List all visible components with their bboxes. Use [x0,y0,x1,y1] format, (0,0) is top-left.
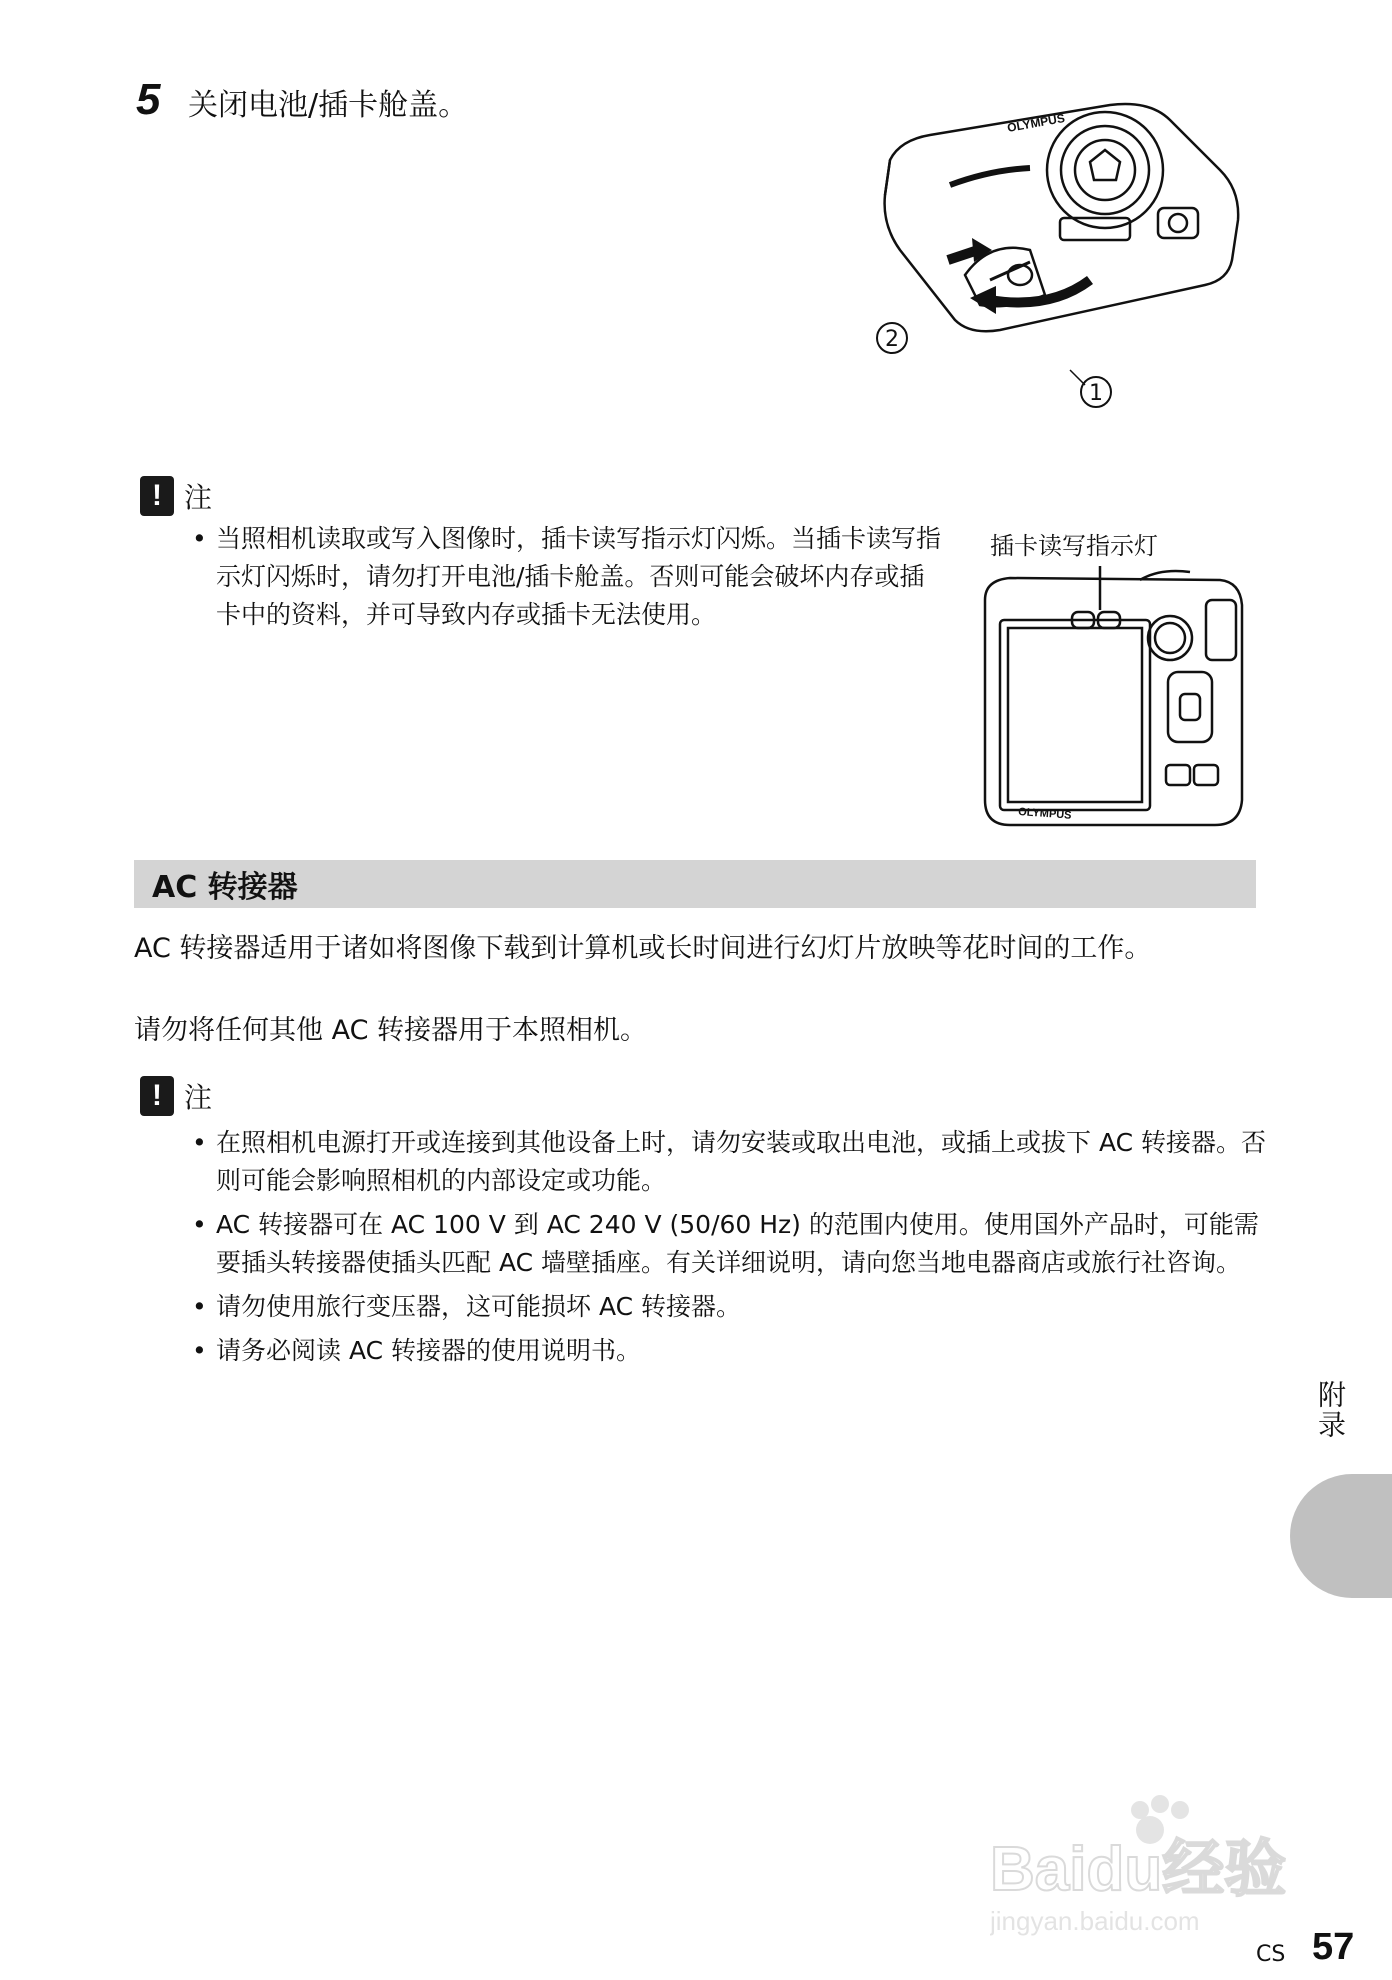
figure-label: 插卡读写指示灯 [990,532,1158,560]
step-instruction: 关闭电池/插卡舱盖。 [188,88,469,123]
list-item: • 请勿使用旅行变压器，这可能损坏 AC 转接器。 [192,1288,1272,1326]
list-item: • 请务必阅读 AC 转接器的使用说明书。 [192,1332,1272,1370]
camera-battery-cover-illustration [860,100,1260,420]
brand-logo: OLYMPUS [1017,806,1072,822]
note-header [140,1076,212,1116]
note-list [192,1124,1272,1376]
section-header [134,860,1256,908]
step-number: 5 [136,75,161,124]
side-tab-label: 附录 [1314,1380,1347,1440]
side-tab-marker [1290,1474,1392,1598]
note-header [140,476,212,516]
callout-1: 1 [1089,381,1103,406]
caution-icon: ! [140,476,174,516]
note-title: 注 [184,1081,213,1114]
note-list [192,520,942,640]
note-title: 注 [184,481,213,514]
list-item: • 当照相机读取或写入图像时，插卡读写指示灯闪烁。当插卡读写指示灯闪烁时，请勿打开电池/插卡舱盖。否则可能会破坏内存或插卡中的资料，并可导致内存或插卡无法使用。 [192,520,942,634]
caution-icon: ! [140,1076,174,1116]
brand-logo: OLYMPUS [1006,111,1066,135]
watermark-url: jingyan.baidu.com [990,1906,1200,1936]
callout-2: 2 [885,327,899,352]
page-number: 57 [1312,1926,1355,1968]
camera-back-illustration [970,560,1260,840]
paragraph: AC 转接器适用于诸如将图像下载到计算机或长时间进行幻灯片放映等花时间的工作。 [134,933,1152,964]
page-language: CS [1256,1942,1286,1967]
watermark-logo [990,1790,1330,1940]
section-title: AC 转接器 [152,870,298,905]
list-item: • 在照相机电源打开或连接到其他设备上时，请勿安装或取出电池，或插上或拔下 AC 转接器。否则可能会影响照相机的内部设定或功能。 [192,1124,1272,1200]
list-item: • AC 转接器可在 AC 100 V 到 AC 240 V (50/60 Hz) 的范围内使用。使用国外产品时，可能需要插头转接器使插头匹配 AC 墙壁插座。有关详细说明，请向您当地电器商店或旅行社咨询。 [192,1206,1272,1282]
paragraph: 请勿将任何其他 AC 转接器用于本照相机。 [134,1015,648,1046]
watermark-text: Baidu经验 [990,1835,1287,1904]
